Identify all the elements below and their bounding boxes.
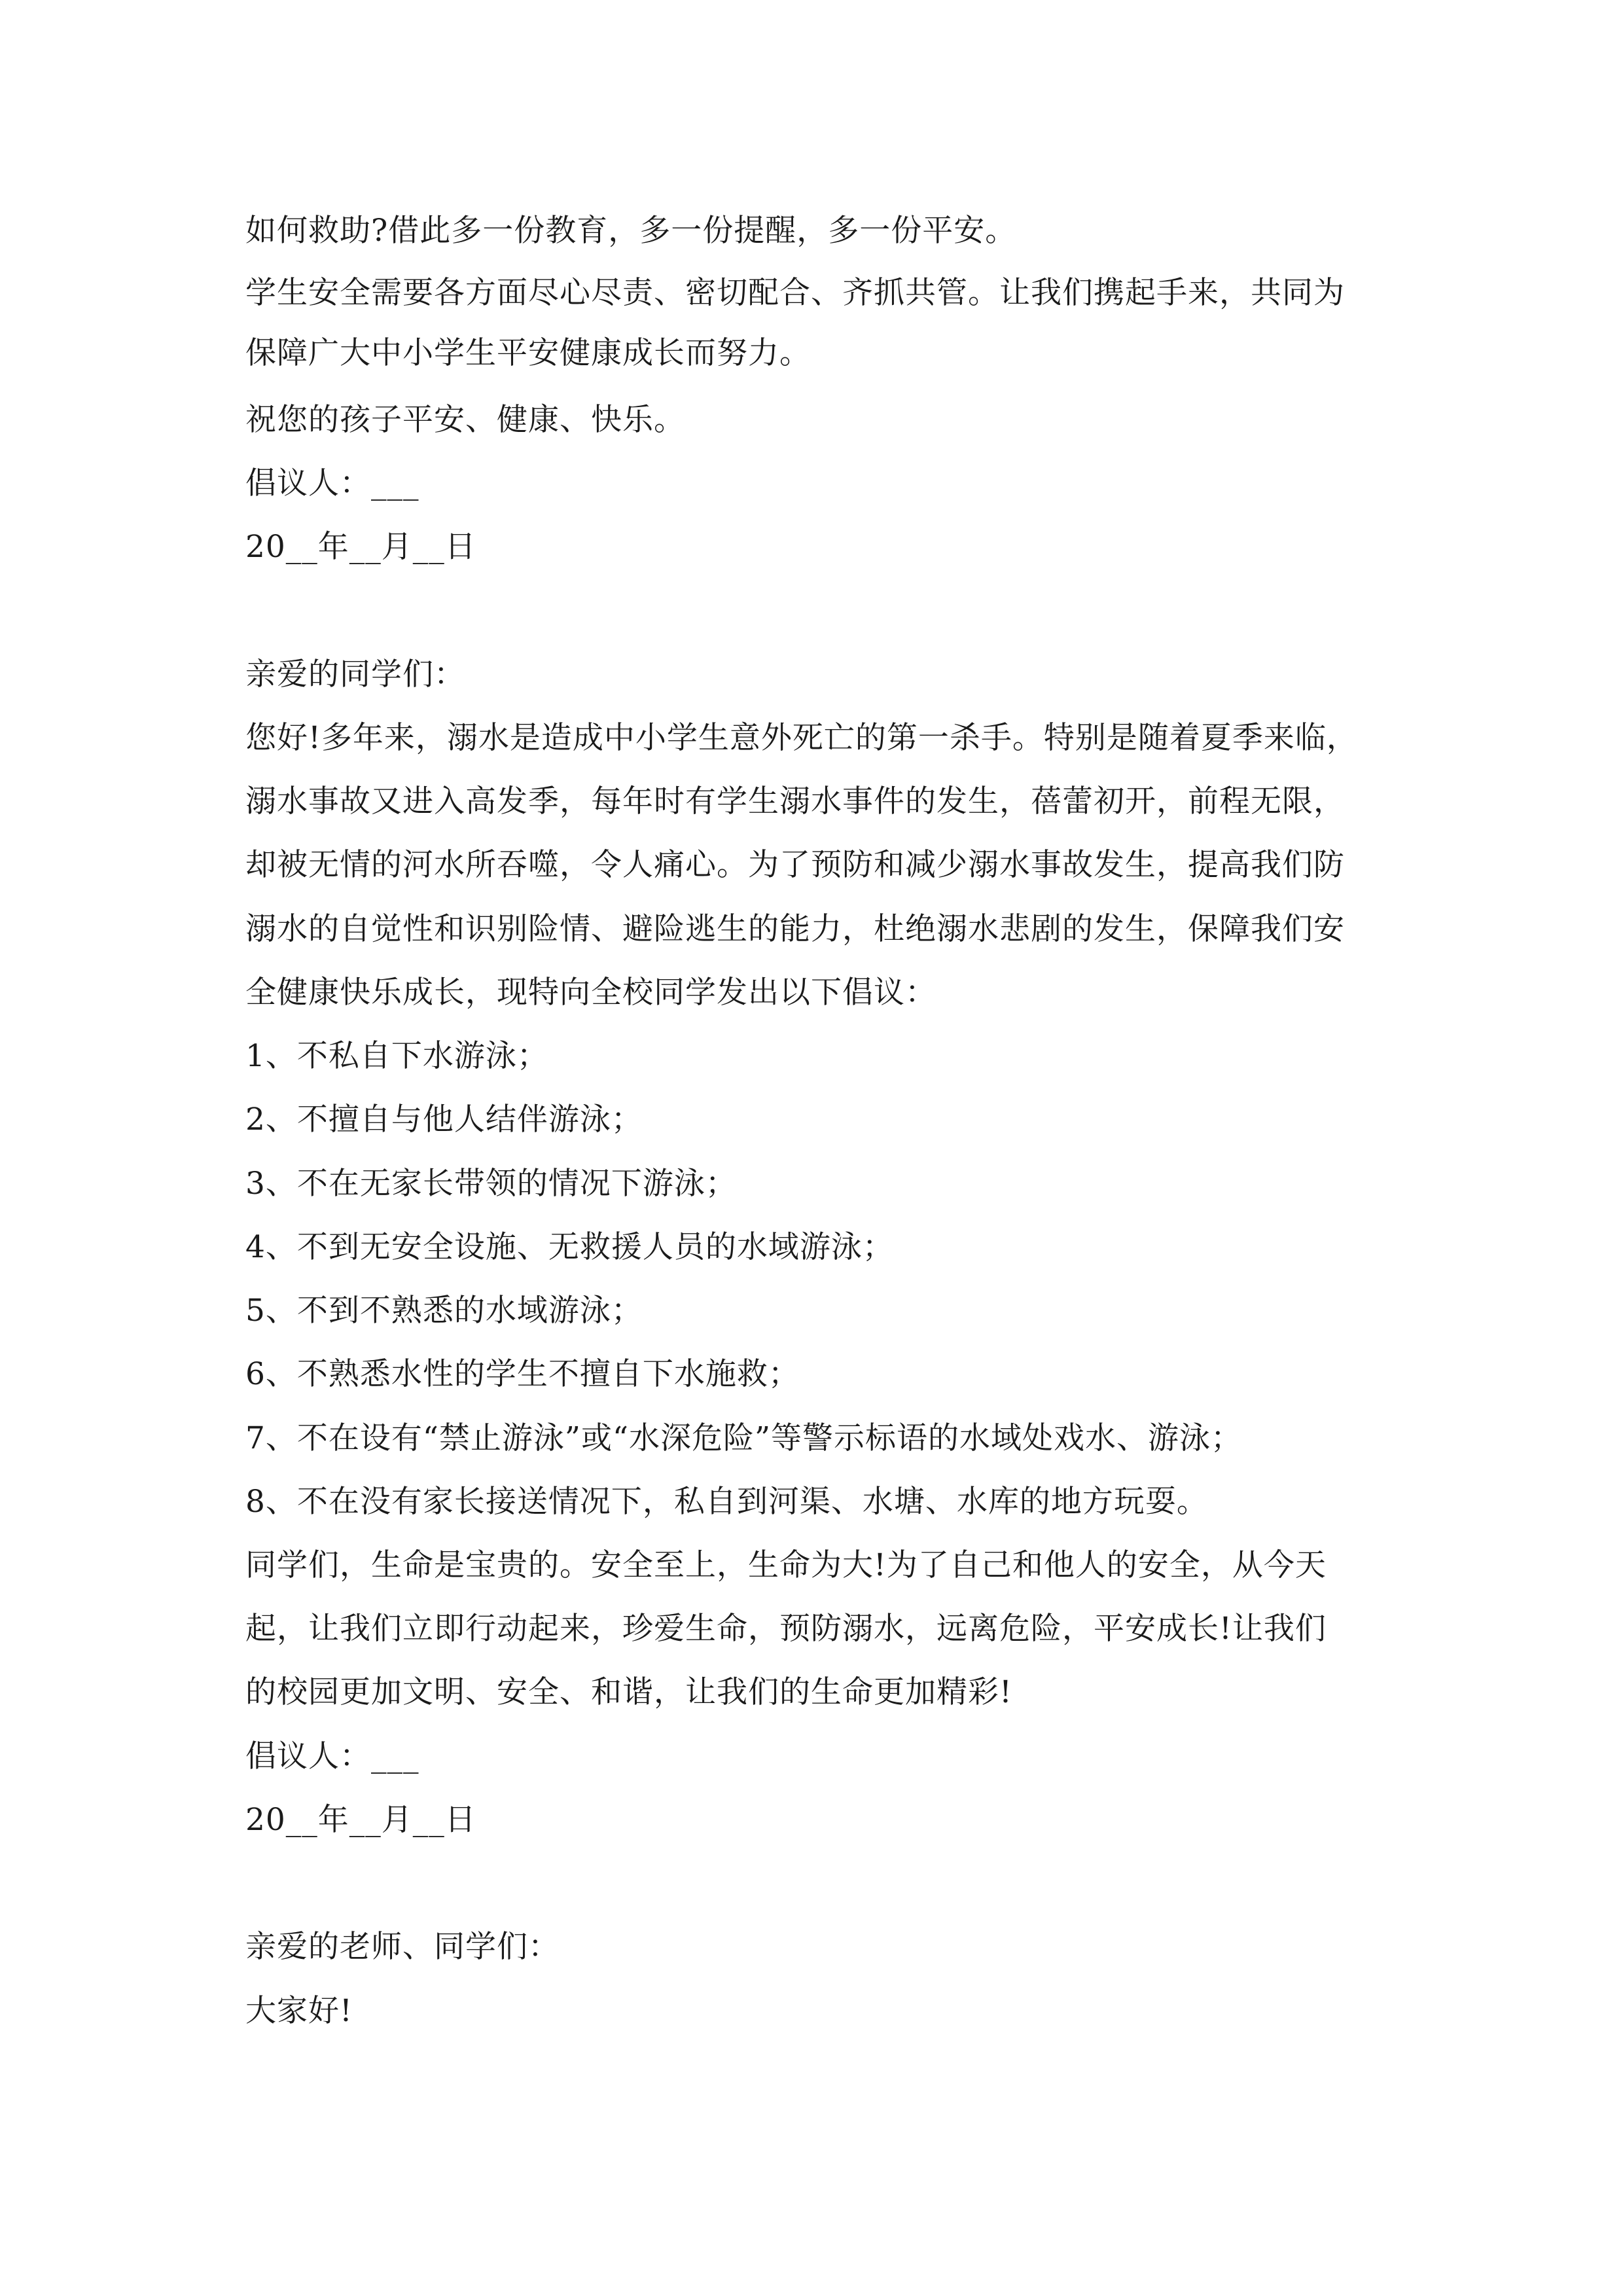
paragraph-line: 的校园更加文明、安全、和谐，让我们的生命更加精彩! [245,1674,1012,1710]
paragraph-line: 却被无情的河水所吞噬，令人痛心。为了预防和减少溺水事故发生，提高我们防 [245,847,1345,883]
list-item: 3、不在无家长带领的情况下游泳； [245,1166,737,1202]
greeting-line: 亲爱的同学们： [245,656,465,692]
paragraph-line: 溺水事故又进入高发季，每年时有学生溺水事件的发生，蓓蕾初开，前程无限， [245,783,1345,819]
paragraph-line: 溺水的自觉性和识别险情、避险逃生的能力，杜绝溺水悲剧的发生，保障我们安 [245,911,1345,947]
paragraph-line: 您好!多年来，溺水是造成中小学生意外死亡的第一杀手。特别是随着夏季来临， [245,720,1358,756]
date-line: 20__年__月__日 [245,1802,476,1838]
list-item: 6、不熟悉水性的学生不擅自下水施救； [245,1356,800,1392]
paragraph-line: 全健康快乐成长，现特向全校同学发出以下倡议： [245,975,936,1011]
list-item: 1、不私自下水游泳； [245,1038,548,1074]
greeting-line: 亲爱的老师、同学们： [245,1929,560,1965]
paragraph-line: 同学们，生命是宝贵的。安全至上，生命为大!为了自己和他人的安全，从今天 [245,1547,1327,1583]
proposer-line: 倡议人：___ [245,1738,419,1774]
list-item: 5、不到不熟悉的水域游泳； [245,1293,643,1329]
paragraph-line: 如何救助?借此多一份教育，多一份提醒，多一份平安。 [245,213,1017,249]
list-item: 2、不擅自与他人结伴游泳； [245,1102,643,1138]
paragraph-line: 学生安全需要各方面尽心尽责、密切配合、齐抓共管。让我们携起手来，共同为 [245,275,1345,311]
proposer-line: 倡议人：___ [245,465,419,501]
list-item: 4、不到无安全设施、无救援人员的水域游泳； [245,1229,894,1265]
paragraph-line: 大家好! [245,1993,353,2029]
list-item: 8、不在没有家长接送情况下，私自到河渠、水塘、水库的地方玩耍。 [245,1484,1208,1520]
list-item: 7、不在设有“禁止游泳”或“水深危险”等警示标语的水域处戏水、游泳； [245,1420,1243,1456]
date-line: 20__年__月__日 [245,529,476,565]
paragraph-line: 起，让我们立即行动起来，珍爱生命，预防溺水，远离危险，平安成长!让我们 [245,1611,1327,1647]
paragraph-line: 祝您的孩子平安、健康、快乐。 [245,402,685,438]
paragraph-line: 保障广大中小学生平安健康成长而努力。 [245,335,811,371]
